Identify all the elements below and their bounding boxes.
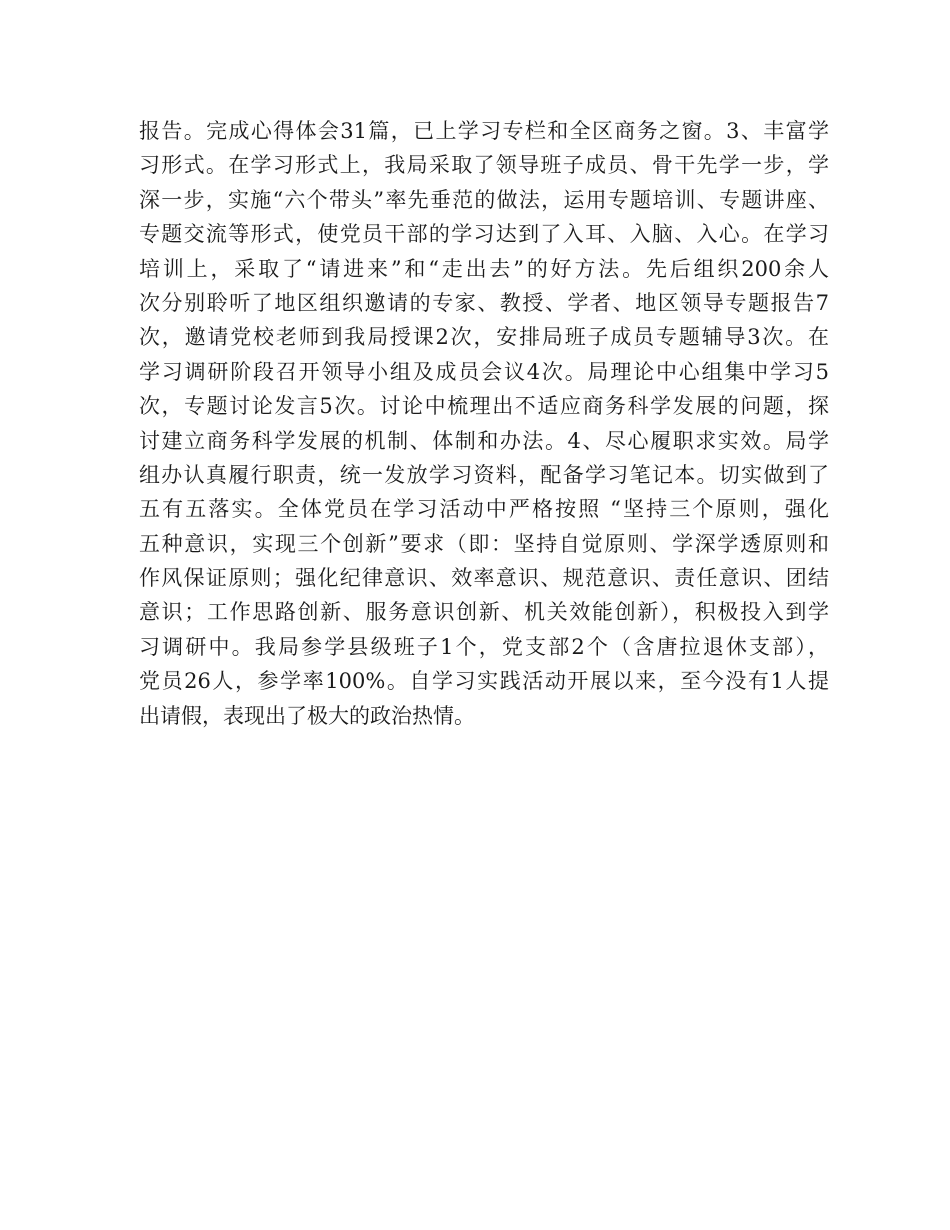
text-line: 五种意识，实现三个创新”要求（即：坚持自觉原则、学深学透原则和 xyxy=(139,531,829,556)
text-line: 习调研中。我局参学县级班子1个，党支部2个（含唐拉退休支部）， xyxy=(139,634,829,659)
text-line: 党员26人，参学率100%。自学习实践活动开展以来，至今没有1人提 xyxy=(139,669,829,694)
text-line: 习形式。在学习形式上，我局采取了领导班子成员、骨干先学一步，学 xyxy=(139,153,829,178)
text-line: 专题交流等形式，使党员干部的学习达到了入耳、入脑、入心。在学习 xyxy=(139,222,829,247)
text-line: 讨建立商务科学发展的机制、体制和办法。4、尽心履职求实效。局学 xyxy=(139,428,829,453)
text-line: 次分别聆听了地区组织邀请的专家、教授、学者、地区领导专题报告7 xyxy=(139,290,829,315)
text-line: 作风保证原则；强化纪律意识、效率意识、规范意识、责任意识、团结 xyxy=(139,566,829,591)
text-line: 深一步，实施“六个带头”率先垂范的做法，运用专题培训、专题讲座、 xyxy=(139,187,829,212)
text-line: 次，专题讨论发言5次。讨论中梳理出不适应商务科学发展的问题，探 xyxy=(139,394,829,419)
body-text xyxy=(139,114,829,733)
text-line: 学习调研阶段召开领导小组及成员会议4次。局理论中心组集中学习5 xyxy=(139,359,829,384)
text-line: 次，邀请党校老师到我局授课2次，安排局班子成员专题辅导3次。在 xyxy=(139,325,829,350)
text-line: 报告。完成心得体会31篇，已上学习专栏和全区商务之窗。3、丰富学 xyxy=(139,119,829,143)
text-line: 意识；工作思路创新、服务意识创新、机关效能创新），积极投入到学 xyxy=(139,600,829,625)
text-line: 五有五落实。全体党员在学习活动中严格按照 “坚持三个原则，强化 xyxy=(139,497,829,522)
text-line: 培训上，采取了“请进来”和“走出去”的好方法。先后组织200余人 xyxy=(139,256,829,281)
text-line: 组办认真履行职责，统一发放学习资料，配备学习笔记本。切实做到了 xyxy=(139,462,829,487)
text-line: 出请假，表现出了极大的政治热情。 xyxy=(139,703,475,728)
